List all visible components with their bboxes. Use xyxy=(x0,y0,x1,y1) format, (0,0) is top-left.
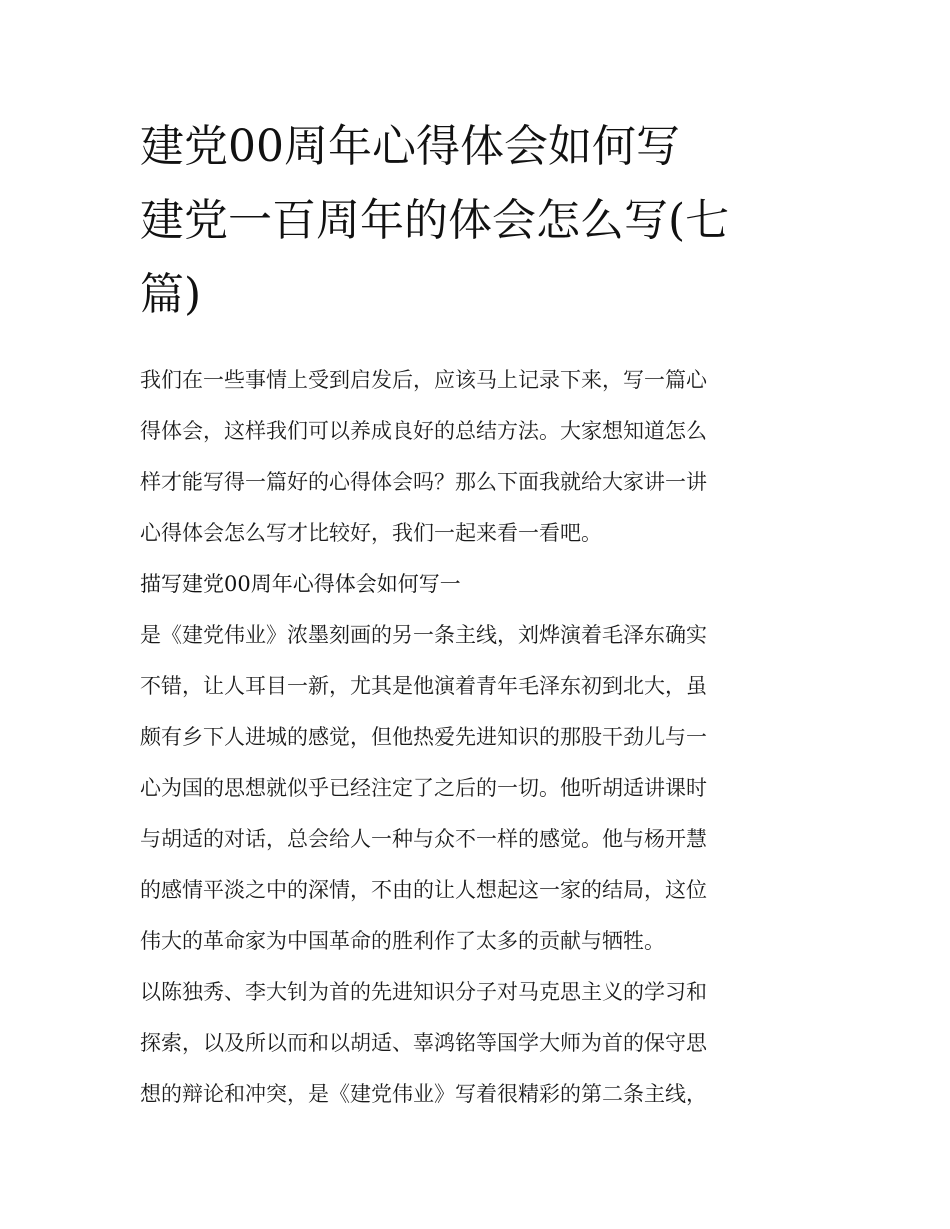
paragraph-2 xyxy=(140,967,820,1120)
title-line-2: 建党一百周年的体会怎么写(七 xyxy=(140,195,730,246)
para2-line-3: 想的辩论和冲突，是《建党伟业》写着很精彩的第二条主线， xyxy=(140,1082,707,1106)
document-body xyxy=(140,355,820,1120)
para1-line-7: 伟大的革命家为中国革命的胜利作了太多的贡献与牺牲。 xyxy=(140,929,665,953)
intro-line-3: 样才能写得一篇好的心得体会吗？那么下面我就给大家讲一讲 xyxy=(140,470,707,494)
para1-line-1: 是《建党伟业》浓墨刻画的另一条主线，刘烨演着毛泽东确实 xyxy=(140,623,707,647)
para1-line-5: 与胡适的对话，总会给人一种与众不一样的感觉。他与杨开慧 xyxy=(140,827,707,851)
intro-line-4: 心得体会怎么写才比较好，我们一起来看一看吧。 xyxy=(140,521,602,545)
para2-line-1: 以陈独秀、李大钊为首的先进知识分子对马克思主义的学习和 xyxy=(140,980,707,1004)
document-title xyxy=(140,110,820,332)
para1-line-3: 颇有乡下人进城的感觉，但他热爱先进知识的那股干劲儿与一 xyxy=(140,725,707,749)
section-heading: 描写建党00周年心得体会如何写一 xyxy=(140,572,461,596)
para1-line-4: 心为国的思想就似乎已经注定了之后的一切。他听胡适讲课时 xyxy=(140,776,707,800)
intro-line-2: 得体会，这样我们可以养成良好的总结方法。大家想知道怎么 xyxy=(140,419,707,443)
title-line-3: 篇) xyxy=(140,269,202,320)
para1-line-2: 不错，让人耳目一新，尤其是他演着青年毛泽东初到北大，虽 xyxy=(140,674,707,698)
para2-line-2: 探索，以及所以而和以胡适、辜鸿铭等国学大师为首的保守思 xyxy=(140,1031,707,1055)
intro-paragraph xyxy=(140,355,820,559)
paragraph-1 xyxy=(140,610,820,967)
para1-line-6: 的感情平淡之中的深情，不由的让人想起这一家的结局，这位 xyxy=(140,878,707,902)
title-line-1: 建党00周年心得体会如何写 xyxy=(140,121,680,172)
intro-line-1: 我们在一些事情上受到启发后，应该马上记录下来，写一篇心 xyxy=(140,368,707,392)
